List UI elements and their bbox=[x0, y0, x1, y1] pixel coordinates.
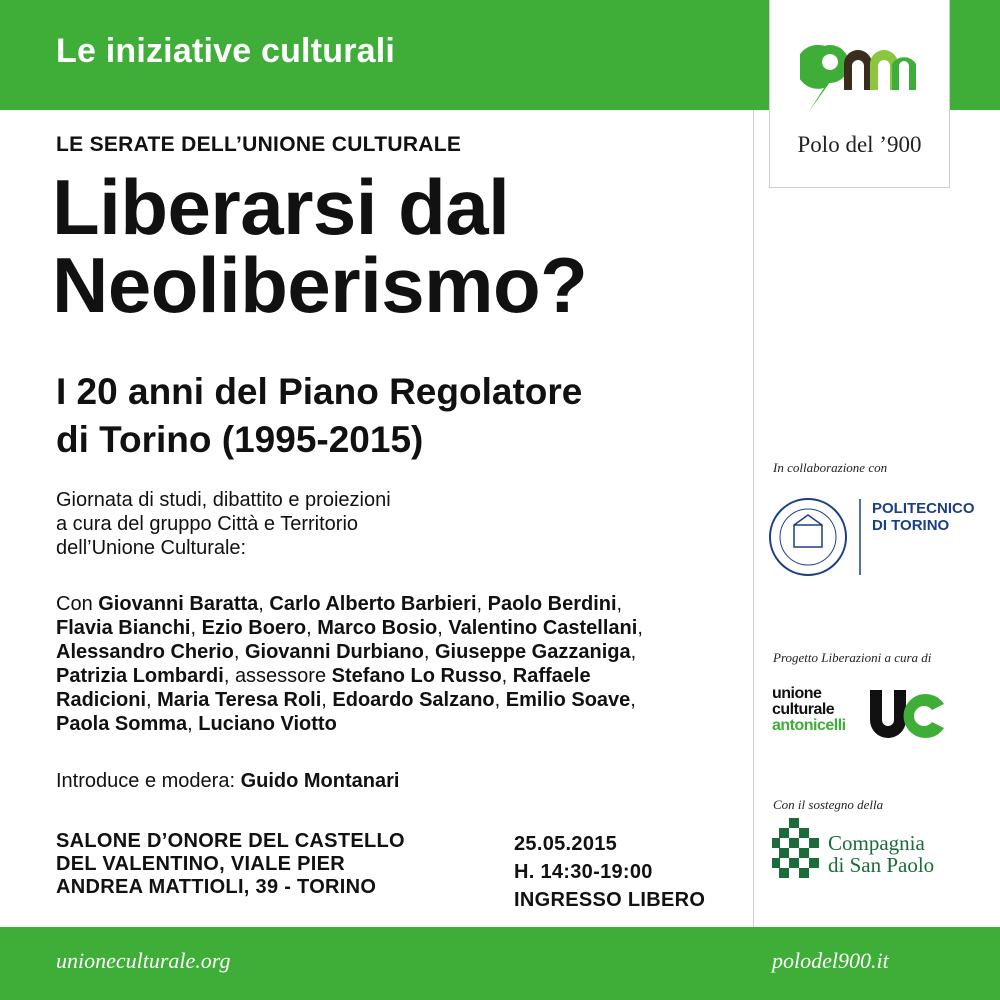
sanpaolo-line2: di San Paolo bbox=[828, 853, 935, 877]
venue-line: DEL VALENTINO, VIALE PIER bbox=[56, 853, 346, 875]
speaker-name: Patrizia Lombardi bbox=[56, 665, 224, 687]
uc-line1: unione bbox=[772, 685, 822, 702]
speaker-name: Giovanni Baratta bbox=[98, 593, 259, 615]
speaker-name: Valentino Castellani bbox=[448, 617, 638, 639]
footer-link-unioneculturale[interactable]: unioneculturale.org bbox=[56, 948, 231, 973]
description bbox=[56, 488, 736, 560]
header-title: Le iniziative culturali bbox=[56, 32, 396, 70]
moderator-name: Guido Montanari bbox=[240, 770, 400, 792]
project-label: Progetto Liberazioni a cura di bbox=[773, 650, 932, 665]
venue bbox=[56, 830, 405, 899]
subtitle-line2: di Torino (1995-2015) bbox=[56, 419, 424, 460]
speaker-name: Marco Bosio bbox=[317, 617, 438, 639]
speakers-list: Con Giovanni Baratta, Carlo Alberto Barbieri, Paolo Berdini, Flavia Bianchi, Ezio Boero, Marco Bosio, Valentino Castellani, Alessandro Cherio, Giovanni Durbiano, Giuseppe Gazzaniga, Patrizia Lombardi, assessore Stefano Lo Russo, Raffaele Radicioni, Maria Teresa Roli, Edoardo Salzano, Emilio Soave, Paola Somma, Luciano Viotto bbox=[56, 593, 643, 735]
polo-name: Polo del ’900 bbox=[797, 132, 922, 157]
polito-line1: POLITECNICO bbox=[872, 500, 975, 517]
event-entry: INGRESSO LIBERO bbox=[514, 889, 706, 911]
event-date: 25.05.2015 bbox=[514, 833, 618, 855]
moderator-line bbox=[56, 770, 399, 793]
uc-wordmark bbox=[772, 686, 846, 734]
sanpaolo-name bbox=[828, 832, 934, 876]
footer-link-polodel900[interactable]: polodel900.it bbox=[772, 948, 889, 973]
support-label: Con il sostegno della bbox=[773, 797, 884, 812]
polito-name bbox=[872, 500, 975, 534]
speaker-name: Edoardo Salzano bbox=[332, 689, 495, 711]
polo-900-logo-icon bbox=[800, 38, 920, 123]
main-title-line1: Liberarsi dal bbox=[52, 163, 510, 251]
event-when bbox=[514, 830, 705, 914]
speaker-name: Giovanni Durbiano bbox=[244, 641, 424, 663]
moderator-label: Introduce e modera: bbox=[56, 770, 241, 792]
sanpaolo-checker-icon bbox=[772, 818, 822, 882]
speaker-name: Carlo Alberto Barbieri bbox=[269, 593, 477, 615]
speaker-name: Alessandro Cherio bbox=[56, 641, 234, 663]
sanpaolo-line1: Compagnia bbox=[828, 831, 925, 855]
speaker-name: Paolo Berdini bbox=[487, 593, 617, 615]
speaker-name: Ezio Boero bbox=[201, 617, 307, 639]
speaker-name-last: Radicioni bbox=[56, 689, 147, 711]
speaker-name: Stefano Lo Russo bbox=[331, 665, 502, 687]
assessore-label: assessore bbox=[234, 665, 332, 687]
speaker-name: Paola Somma bbox=[56, 713, 188, 735]
speaker-name-first: Raffaele bbox=[512, 665, 591, 687]
uc-line2: culturale bbox=[772, 701, 835, 718]
collab-label: In collaborazione con bbox=[773, 460, 888, 475]
description-line: a cura del gruppo Città e Territorio bbox=[56, 513, 359, 535]
description-line: dell’Unione Culturale: bbox=[56, 537, 247, 559]
description-line: Giornata di studi, dibattito e proiezioni bbox=[56, 489, 391, 511]
venue-line: ANDREA MATTIOLI, 39 - TORINO bbox=[56, 876, 377, 898]
main-title bbox=[52, 163, 588, 329]
event-time: H. 14:30-19:00 bbox=[514, 861, 653, 883]
vertical-divider bbox=[753, 110, 754, 927]
series-label: LE SERATE DELL’UNIONE CULTURALE bbox=[56, 133, 462, 156]
speaker-name: Maria Teresa Roli bbox=[157, 689, 322, 711]
subtitle bbox=[56, 368, 582, 464]
venue-line: SALONE D’ONORE DEL CASTELLO bbox=[56, 830, 405, 852]
speaker-name: Flavia Bianchi bbox=[56, 617, 191, 639]
speakers-prefix: Con bbox=[56, 593, 99, 615]
uc-line3: antonicelli bbox=[772, 717, 846, 734]
subtitle-line1: I 20 anni del Piano Regolatore bbox=[56, 371, 583, 412]
main-title-line2: Neoliberismo? bbox=[52, 241, 588, 329]
speaker-name: Giuseppe Gazzaniga bbox=[434, 641, 631, 663]
polito-line2: DI TORINO bbox=[872, 517, 950, 534]
speaker-name: Luciano Viotto bbox=[198, 713, 337, 735]
speaker-name: Emilio Soave bbox=[505, 689, 631, 711]
